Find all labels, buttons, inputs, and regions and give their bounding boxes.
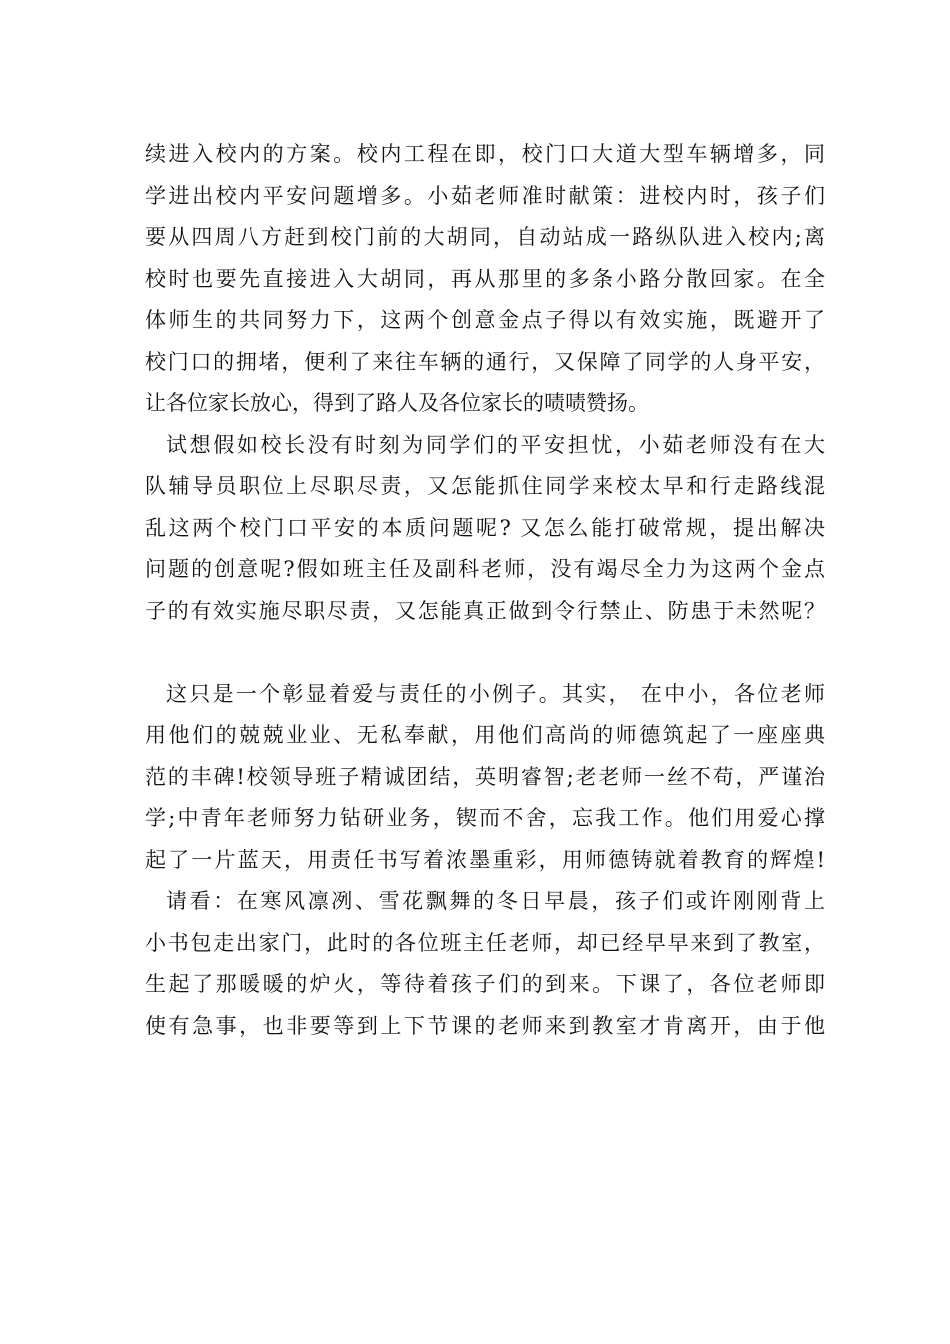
text-line: 学;中青年老师努力钻研业务，锲而不舍，忘我工作。他们用爱心撑 xyxy=(145,806,825,830)
text-line: 使有急事，也非要等到上下节课的老师来到教室才肯离开，由于他 xyxy=(145,1013,825,1038)
text-line: 请看：在寒风凛冽、雪花飘舞的冬日早晨，孩子们或许刚刚背上 xyxy=(166,889,825,913)
paragraph-gap xyxy=(145,632,825,674)
paragraph-3 xyxy=(145,674,825,882)
text-line: 队辅导员职位上尽职尽责，又怎能抓住同学来校太早和行走路线混 xyxy=(145,474,825,498)
text-line: 这只是一个彰显着爱与责任的小例子。其实， 在中小，各位老师 xyxy=(166,681,825,706)
text-line: 要从四周八方赶到校门前的大胡同，自动站成一路纵队进入校内;离 xyxy=(145,225,825,249)
text-line: 小书包走出家门，此时的各位班主任老师，却已经早早来到了教室， xyxy=(145,930,825,955)
text-line: 乱这两个校门口平安的本质问题呢? 又怎么能打破常规，提出解决 xyxy=(145,515,825,540)
text-line: 生起了那暖暖的炉火，等待着孩子们的到来。下课了，各位老师即 xyxy=(145,972,825,996)
text-line: 让各位家长放心，得到了路人及各位家长的啧啧赞扬。 xyxy=(145,391,649,415)
text-line: 起了一片蓝天，用责任书写着浓墨重彩，用师德铸就着教育的辉煌! xyxy=(145,847,825,872)
text-line: 校门口的拥堵，便利了来往车辆的通行，又保障了同学的人身平安， xyxy=(145,349,825,374)
text-line: 学进出校内平安问题增多。小茹老师准时献策：进校内时，孩子们 xyxy=(145,183,825,208)
text-line: 用他们的兢兢业业、无私奉献，用他们高尚的师德筑起了一座座典 xyxy=(145,723,825,747)
paragraph-4 xyxy=(145,881,825,1047)
text-line: 试想假如校长没有时刻为同学们的平安担忧，小茹老师没有在大 xyxy=(166,432,825,457)
text-line: 续进入校内的方案。校内工程在即，校门口大道大型车辆增多，同 xyxy=(145,142,825,166)
text-line: 校时也要先直接进入大胡同，再从那里的多条小路分散回家。在全 xyxy=(145,266,825,291)
paragraph-2 xyxy=(145,425,825,633)
document-body xyxy=(145,134,825,1047)
paragraph-1 xyxy=(145,134,825,425)
text-line: 范的丰碑!校领导班子精诚团结，英明睿智;老老师一丝不苟，严谨治 xyxy=(145,764,825,789)
text-line: 子的有效实施尽职尽责，又怎能真正做到令行禁止、防患于未然呢？ xyxy=(145,598,825,623)
text-line: 体师生的共同努力下，这两个创意金点子得以有效实施，既避开了 xyxy=(145,308,825,332)
text-line: 问题的创意呢?假如班主任及副科老师，没有竭尽全力为这两个金点 xyxy=(145,557,825,581)
